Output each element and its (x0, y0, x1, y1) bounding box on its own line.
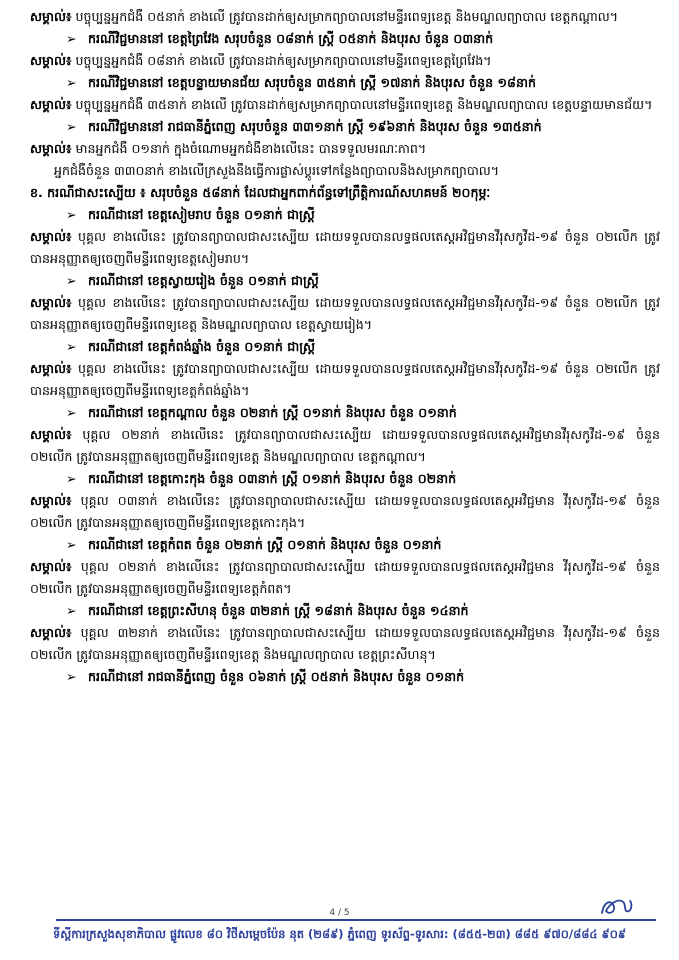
arrow-bullet-icon: ➢ (66, 471, 77, 486)
footer-address: ទីស្តីការក្រសួងសុខាភិបាល ផ្លូវលេខ ៨០ វិថីសម្តេចប៉ែន នុត (២៨៩) ភ្នំពេញ ទូរស័ព្ទ-ទូរសារ: (៨៥៥-២៣) ៨៨៥ ៩៧០/៨៨៤ ៩០៩ (52, 927, 626, 941)
note-label: សម្គាល់៖ (30, 97, 72, 112)
note-label: សម្គាល់៖ (30, 493, 72, 508)
arrow-bullet-icon: ➢ (66, 339, 77, 354)
note-paragraph: សម្គាល់៖ បុគ្គល ៣២នាក់ ខាងលើនេះ ត្រូវបានព្យាបាលជាសះស្បើយ ដោយទទួលបានលទ្ធផលតេស្តអវិជ្ជមាន វីរុសកូវីដ-១៩ ចំនួន ០២លើក ត្រូវបានអនុញ្ញាតឲ្យចេញពីមន្ទីរពេទ្យខេត្ត និងមណ្ឌលព្យាបាល ខេត្តព្រះសីហនុ។ (30, 625, 660, 662)
case-heading: ➢ ករណីជានៅ ខេត្តសៀមរាប ចំនួន ០១នាក់ ជាស្រ្តី (30, 204, 660, 226)
note-label: សម្គាល់៖ (30, 427, 72, 442)
arrow-bullet-icon: ➢ (66, 669, 77, 684)
note-label: សម្គាល់៖ (30, 295, 72, 310)
note-label: សម្គាល់៖ (30, 229, 72, 244)
note-paragraph: សម្គាល់៖ បច្ចុប្បន្នអ្នកជំងឺ ០៨នាក់ ខាងលើ ត្រូវបានដាក់ឲ្យសម្រាកព្យាបាលនៅមន្ទីរពេទ្យខេត្តព្រៃវែង។ (30, 53, 492, 68)
note-paragraph: សម្គាល់៖ មានអ្នកជំងឺ ០១នាក់ ក្នុងចំណោមអ្នកជំងឺខាងលើនេះ បានទទួលមរណៈភាព។ (30, 141, 427, 156)
arrow-bullet-icon: ➢ (66, 273, 77, 288)
section-heading: ខ. ករណីជាសះស្បើយ ៖ សរុបចំនួន ៥៨នាក់ ដែលជាអ្នកពាក់ព័ន្ធទៅព្រឹត្តិការណ៍សហគមន៍ ២០កុម្ភៈ (30, 185, 491, 200)
note-paragraph: សម្គាល់៖ បុគ្គល ០២នាក់ ខាងលើនេះ ត្រូវបានព្យាបាលជាសះស្បើយ ដោយទទួលបានលទ្ធផលតេស្តអវិជ្ជមាន វីរុសកូវីដ-១៩ ចំនួន ០២លើក ត្រូវបានអនុញ្ញាតឲ្យចេញពីមន្ទីរពេទ្យខេត្តកំពត។ (30, 559, 660, 596)
note-paragraph: សម្គាល់៖ បច្ចុប្បន្នអ្នកជំងឺ ០៥នាក់ ខាងលើ ត្រូវបានដាក់ឲ្យសម្រាកព្យាបាលនៅមន្ទីរពេទ្យខេត្ត និងមណ្ឌលព្យាបាល ខេត្តកណ្តាល។ (30, 9, 618, 24)
note-paragraph: សម្គាល់៖ បុគ្គល ខាងលើនេះ ត្រូវបានព្យាបាលជាសះស្បើយ ដោយទទួលបានលទ្ធផលតេស្តអវិជ្ជមានវីរុសកូវីដ-១៩ ចំនួន ០២លើក ត្រូវបានអនុញ្ញាតឲ្យចេញពីមន្ទីរពេទ្យខេត្តកំពង់ឆ្នាំង។ (30, 361, 660, 398)
arrow-bullet-icon: ➢ (66, 119, 77, 134)
note-paragraph: សម្គាល់៖ បុគ្គល ខាងលើនេះ ត្រូវបានព្យាបាលជាសះស្បើយ ដោយទទួលបានលទ្ធផលតេស្តអវិជ្ជមានវីរុសកូវីដ-១៩ ចំនួន ០២លើក ត្រូវបានអនុញ្ញាតឲ្យចេញពីមន្ទីរពេទ្យខេត្ត និងមណ្ឌលព្យាបាល ខេត្តស្វាយរៀង។ (30, 295, 660, 332)
arrow-bullet-icon: ➢ (66, 603, 77, 618)
note-label: សម្គាល់៖ (30, 559, 72, 574)
note-label: សម្គាល់៖ (30, 53, 72, 68)
case-heading: ➢ ករណីជានៅ ខេត្តស្វាយរៀង ចំនួន ០១នាក់ ជាស្រ្តី (30, 270, 660, 292)
footer-divider (56, 919, 656, 921)
signature-icon (596, 893, 636, 921)
note-paragraph: សម្គាល់៖ បច្ចុប្បន្នអ្នកជំងឺ ៣៥នាក់ ខាងលើ ត្រូវបានដាក់ឲ្យសម្រាកព្យាបាលនៅមន្ទីរពេទ្យខេត្ត និងមណ្ឌលព្យាបាល ខេត្តបន្ទាយមានជ័យ។ (30, 97, 653, 112)
arrow-bullet-icon: ➢ (66, 31, 77, 46)
case-heading: ➢ ករណីជានៅ ខេត្តព្រះសីហនុ ចំនួន ៣២នាក់ ស្រ្តី ១៨នាក់ និងបុរស ចំនួន ១៤នាក់ (30, 600, 660, 622)
note-label: សម្គាល់៖ (30, 361, 72, 376)
arrow-bullet-icon: ➢ (66, 537, 77, 552)
case-heading: ➢ ករណីជានៅ រាជធានីភ្នំពេញ ចំនួន ០៦នាក់ ស្រ្តី ០៥នាក់ និងបុរស ចំនួន ០១នាក់ (30, 666, 660, 688)
arrow-bullet-icon: ➢ (66, 405, 77, 420)
note-paragraph: សម្គាល់៖ បុគ្គល ០៣នាក់ ខាងលើនេះ ត្រូវបានព្យាបាលជាសះស្បើយ ដោយទទួលបានលទ្ធផលតេស្តអវិជ្ជមាន វីរុសកូវីដ-១៩ ចំនួន ០២លើក ត្រូវបានអនុញ្ញាតឲ្យចេញពីមន្ទីរពេទ្យខេត្តកោះកុង។ (30, 493, 660, 530)
case-heading: ➢ ករណីវិជ្ជមាននៅ ខេត្តព្រៃវែង សរុបចំនួន ០៨នាក់ ស្រ្តី ០៥នាក់ និងបុរស ចំនួន ០៣នាក់ (30, 28, 660, 50)
case-heading: ➢ ករណីជានៅ ខេត្តកណ្តាល ចំនួន ០២នាក់ ស្រ្តី ០១នាក់ និងបុរស ចំនួន ០១នាក់ (30, 402, 660, 424)
document-body (30, 6, 660, 688)
body-paragraph: អ្នកជំងឺចំនួន ៣៣០នាក់ ខាងលើក្រសួងនឹងធ្វើការផ្លាស់ប្តូរទៅកន្លែងព្យាបាលនិងសម្រាកព្យាបាល។ (54, 163, 500, 178)
note-paragraph: សម្គាល់៖ បុគ្គល ០២នាក់ ខាងលើនេះ ត្រូវបានព្យាបាលជាសះស្បើយ ដោយទទួលបានលទ្ធផលតេស្តអវិជ្ជមានវីរុសកូវីដ-១៩ ចំនួន ០២លើក ត្រូវបានអនុញ្ញាតឲ្យចេញពីមន្ទីរពេទ្យខេត្ត និងមណ្ឌលព្យាបាល ខេត្តកណ្តាល។ (30, 427, 660, 464)
note-label: សម្គាល់៖ (30, 625, 72, 640)
page-number: 4 / 5 (329, 908, 350, 918)
arrow-bullet-icon: ➢ (66, 207, 77, 222)
case-heading: ➢ ករណីជានៅ ខេត្តកោះកុង ចំនួន ០៣នាក់ ស្រ្តី ០១នាក់ និងបុរស ចំនួន ០២នាក់ (30, 468, 660, 490)
arrow-bullet-icon: ➢ (66, 75, 77, 90)
case-heading: ➢ ករណីវិជ្ជមាននៅ រាជធានីភ្នំពេញ សរុបចំនួន ៣៣១នាក់ ស្រ្តី ១៩៦នាក់ និងបុរស ចំនួន ១៣៥នាក់ (30, 116, 660, 138)
note-label: សម្គាល់៖ (30, 141, 72, 156)
note-paragraph: សម្គាល់៖ បុគ្គល ខាងលើនេះ ត្រូវបានព្យាបាលជាសះស្បើយ ដោយទទួលបានលទ្ធផលតេស្តអវិជ្ជមានវីរុសកូវីដ-១៩ ចំនួន ០២លើក ត្រូវបានអនុញ្ញាតឲ្យចេញពីមន្ទីរពេទ្យខេត្តសៀមរាប។ (30, 229, 660, 266)
case-heading: ➢ ករណីជានៅ ខេត្តកំពត ចំនួន ០២នាក់ ស្រ្តី ០១នាក់ និងបុរស ចំនួន ០១នាក់ (30, 534, 660, 556)
case-heading: ➢ ករណីជានៅ ខេត្តកំពង់ឆ្នាំង ចំនួន ០១នាក់ ជាស្រ្តី (30, 336, 660, 358)
case-heading: ➢ ករណីវិជ្ជមាននៅ ខេត្តបន្ទាយមានជ័យ សរុបចំនួន ៣៥នាក់ ស្រ្តី ១៧នាក់ និងបុរស ចំនួន ១៨នាក់ (30, 72, 660, 94)
note-label: សម្គាល់៖ (30, 9, 72, 24)
